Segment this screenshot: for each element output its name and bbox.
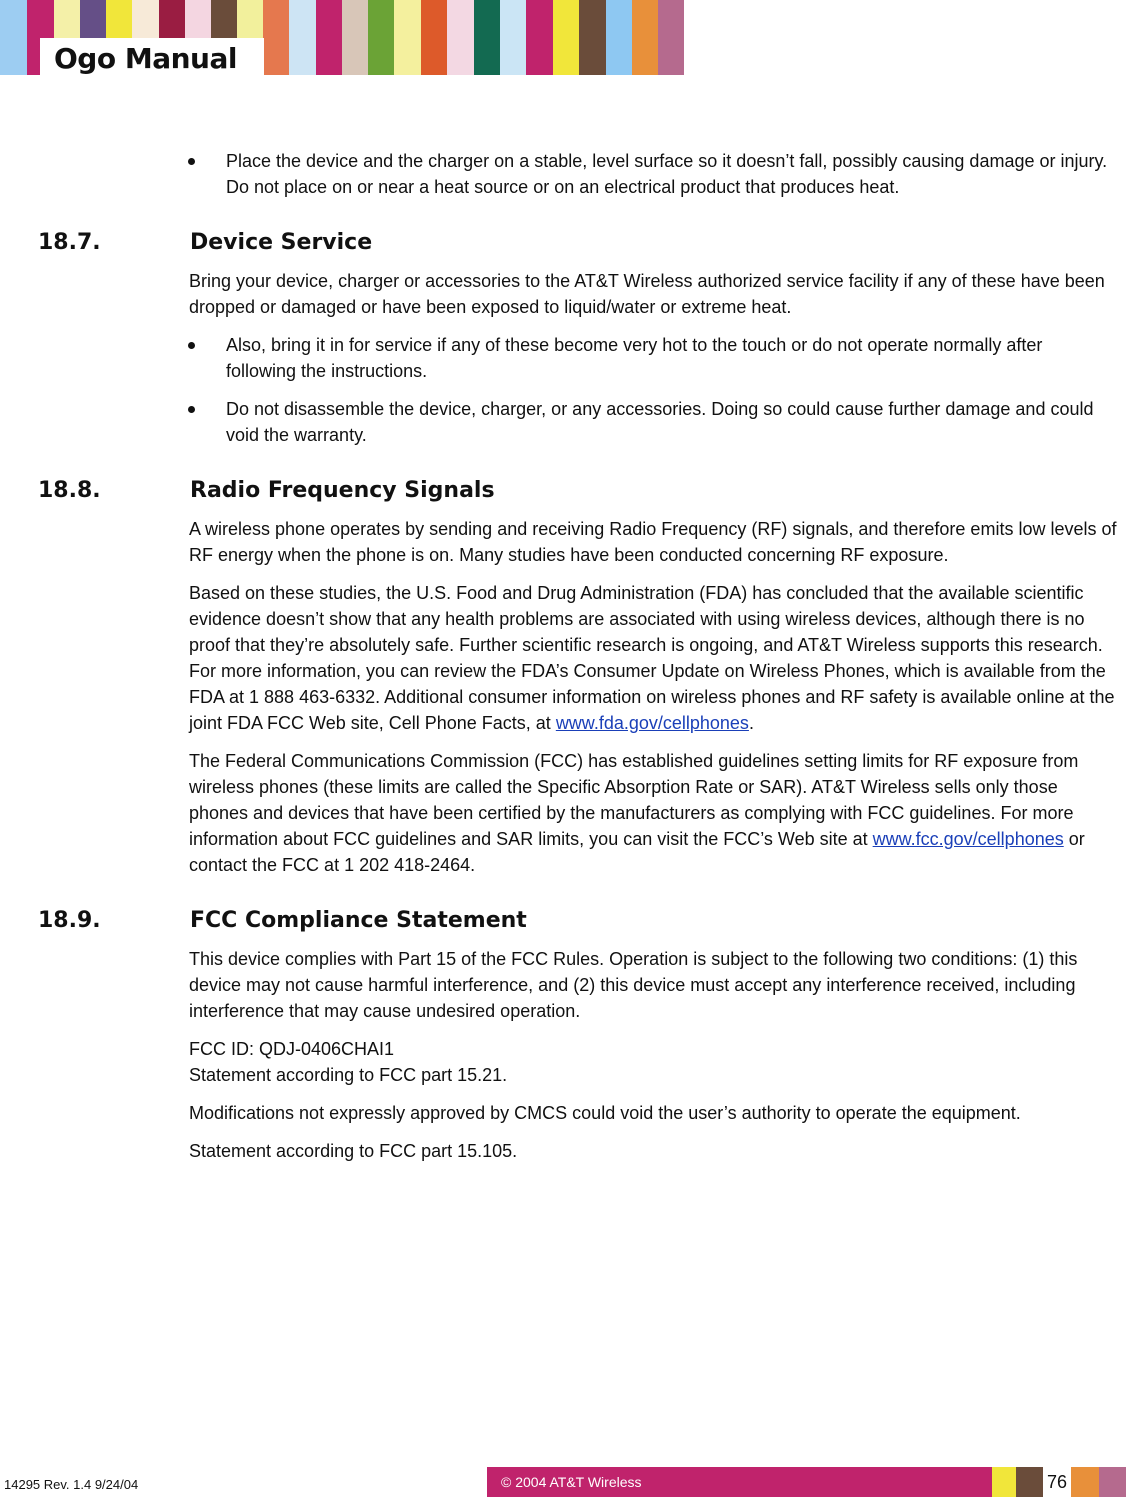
bullet-icon (188, 342, 195, 349)
logo (40, 38, 264, 78)
paragraph (189, 580, 1119, 736)
header-stripe (553, 0, 579, 75)
statement-15-105: Statement according to FCC part 15.105. (189, 1141, 518, 1161)
copyright-bar (487, 1467, 992, 1497)
header-stripe (632, 0, 658, 75)
copyright-text: © 2004 AT&T Wireless (501, 1474, 642, 1490)
header-stripe (289, 0, 316, 75)
section-number: 18.8. (38, 478, 101, 503)
section-heading-18-9 (38, 908, 1126, 934)
paragraph (189, 748, 1119, 878)
header-stripe (526, 0, 553, 75)
footer-color-square (992, 1467, 1016, 1497)
header-stripe (447, 0, 474, 75)
header-stripe (316, 0, 342, 75)
paragraph: This device complies with Part 15 of the FCC Rules. Operation is subject to the following two conditions: (1) this device may not cause harmful interference, and (2) this device must accept any interference received, including interference that may cause undesired operation. (189, 949, 1078, 1021)
header-stripe (0, 0, 27, 75)
page-number: 76 (1043, 1467, 1071, 1497)
paragraph-text-end: . (748, 713, 754, 733)
fcc-id-line: FCC ID: QDJ-0406CHAI1 (189, 1039, 395, 1059)
fda-link[interactable]: www.fda.gov/cellphones (555, 713, 749, 733)
paragraph: Modifications not expressly approved by CMCS could void the user’s authority to operate the equipment. (189, 1103, 1021, 1123)
header-stripe (368, 0, 394, 75)
bullet-icon (188, 406, 195, 413)
statement-15-21: Statement according to FCC part 15.21. (189, 1065, 508, 1085)
list-item (226, 396, 1116, 448)
section-number: 18.7. (38, 230, 101, 255)
header-stripe (606, 0, 632, 75)
list-item (226, 332, 1116, 384)
document-revision: 14295 Rev. 1.4 9/24/04 (4, 1477, 139, 1492)
section-title: FCC Compliance Statement (190, 908, 527, 933)
paragraph-text-end: or contact the FCC at 1 202 418-2464. (189, 829, 1085, 875)
footer-color-square (1071, 1467, 1099, 1497)
bullet-text: Also, bring it in for service if any of these become very hot to the touch or do not operate normally after following the instructions. (226, 335, 1043, 381)
fcc-link[interactable]: www.fcc.gov/cellphones (872, 829, 1064, 849)
section-heading-18-8 (38, 478, 1126, 504)
paragraph-text: The Federal Communications Commission (FCC) has established guidelines setting limits for RF exposure from wireless phones (these limits are called the Specific Absorption Rate or SAR). AT&T Wireless sells only those phones and devices that have been certified by the manufacturers as complying with FCC guidelines. For more information about FCC guidelines and SAR limits, you can visit the FCC’s Web site at (189, 751, 1079, 849)
paragraph: Bring your device, charger or accessories to the AT&T Wireless authorized service facility if any of these have been dropped or damaged or have been exposed to liquid/water or extreme heat. (189, 271, 1105, 317)
section-number: 18.9. (38, 908, 101, 933)
list-item (226, 148, 1116, 200)
header-stripe (342, 0, 368, 75)
paragraph: A wireless phone operates by sending and receiving Radio Frequency (RF) signals, and therefore emits low levels of RF energy when the phone is on. Many studies have been conducted concerning RF exposure. (189, 519, 1117, 565)
bullet-text: Do not disassemble the device, charger, or any accessories. Doing so could cause further damage and could void the warranty. (226, 399, 1094, 445)
footer-color-square (1016, 1467, 1043, 1497)
header-stripe (658, 0, 684, 75)
manual-title: Ogo Manual (54, 41, 237, 75)
bullet-text: Place the device and the charger on a stable, level surface so it doesn’t fall, possibly causing damage or injury. Do not place on or near a heat source or on an electrical product that produces heat. (226, 151, 1108, 197)
footer-color-square (1099, 1467, 1126, 1497)
section-heading-18-7 (38, 230, 1126, 256)
section-title: Device Service (190, 230, 373, 255)
header-stripe (421, 0, 447, 75)
document-body (0, 148, 1126, 1176)
header-stripe (579, 0, 606, 75)
header-stripe (394, 0, 421, 75)
header-stripe (263, 0, 289, 75)
header-stripe (500, 0, 526, 75)
paragraph-text: Based on these studies, the U.S. Food and Drug Administration (FDA) has concluded that the available scientific evidence doesn’t show that any health problems are associated with using wireless devices, although there is no proof that they’re absolutely safe. Further scientific research is ongoing, and AT&T Wireless supports this research. For more information, you can review the FDA’s Consumer Update on Wireless Phones, which is available from the FDA at 1 888 463-6332. Additional consumer information on wireless phones and RF safety is available online at the joint FDA FCC Web site, Cell Phone Facts, at (189, 583, 1115, 733)
bullet-icon (188, 158, 195, 165)
section-title: Radio Frequency Signals (190, 478, 495, 503)
header-stripe (474, 0, 500, 75)
